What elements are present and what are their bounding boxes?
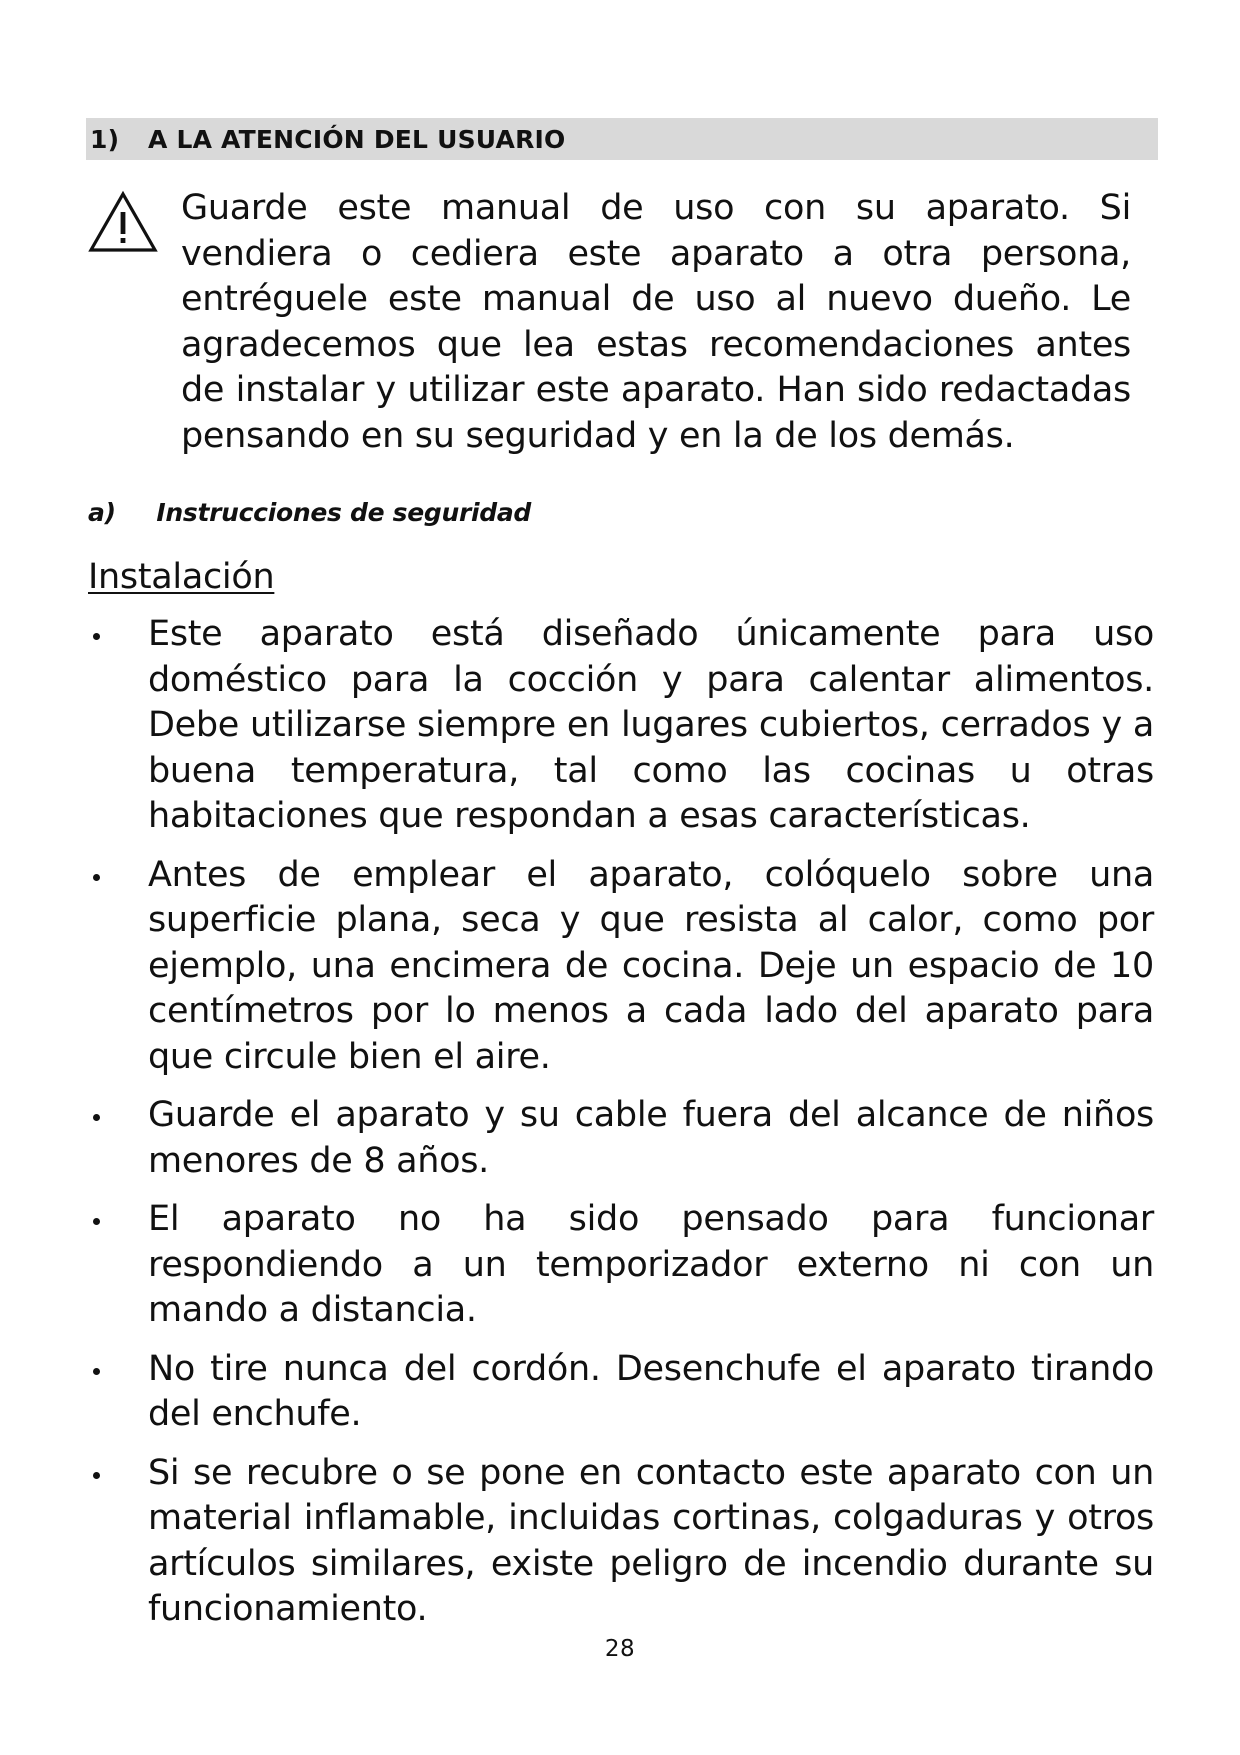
subsection-title: Instrucciones de seguridad [156, 498, 532, 527]
subsection-label: a) [88, 498, 116, 527]
list-item-text: Antes de emplear el aparato, colóquelo sobre una superficie plana, seca y que resista al calor, como por ejemplo, una encimera de cocina. Deje un espacio de 10 centímetros por lo menos a cada lado del aparato para que circule bien el aire. [148, 854, 1154, 1077]
section-header [86, 118, 1158, 160]
page-number: 28 [604, 1636, 636, 1662]
warning-paragraph: Guarde este manual de uso con su aparato. Si vendiera o cediera este aparato a otra persona, entréguele este manual de uso al nuevo dueño. Le agradecemos que lea estas recomendaciones antes de instalar y utilizar este aparato. Han sido redactadas pensando en su seguridad y en la de los demás. [181, 188, 1131, 456]
section-number: 1) [90, 124, 120, 154]
topic-heading: Instalación [88, 557, 275, 597]
bullet-icon [93, 1472, 100, 1479]
bullet-icon [93, 874, 100, 881]
bullet-icon [93, 633, 100, 640]
bullet-icon [93, 1114, 100, 1121]
list-item [88, 1093, 1154, 1184]
list-item-text: Si se recubre o se pone en contacto este aparato con un material inflamable, incluidas cortinas, colgaduras y otros artículos similares, existe peligro de incendio durante su funcionamiento. [148, 1452, 1154, 1629]
bullet-icon [93, 1218, 100, 1225]
section-title: A LA ATENCIÓN DEL USUARIO [148, 124, 566, 154]
list-item [88, 853, 1154, 1081]
list-item [88, 1347, 1154, 1438]
list-item [88, 612, 1154, 840]
list-item-text: Guarde el aparato y su cable fuera del alcance de niños menores de 8 años. [148, 1095, 1154, 1181]
list-item-text: No tire nunca del cordón. Desenchufe el aparato tirando del enchufe. [148, 1348, 1154, 1434]
warning-triangle-icon [88, 190, 158, 254]
subsection-heading [88, 498, 531, 527]
list-item [88, 1197, 1154, 1334]
bullet-icon [93, 1368, 100, 1375]
list-item-text: El aparato no ha sido pensado para funcionar respondiendo a un temporizador externo ni con un mando a distancia. [148, 1199, 1154, 1330]
safety-bullet-list [88, 612, 1154, 1646]
list-item-text: Este aparato está diseñado únicamente para uso doméstico para la cocción y para calentar alimentos. Debe utilizarse siempre en lugares cubiertos, cerrados y a buena temperatura, tal como las cocinas u otras habitaciones que respondan a esas características. [148, 614, 1154, 836]
list-item [88, 1451, 1154, 1633]
